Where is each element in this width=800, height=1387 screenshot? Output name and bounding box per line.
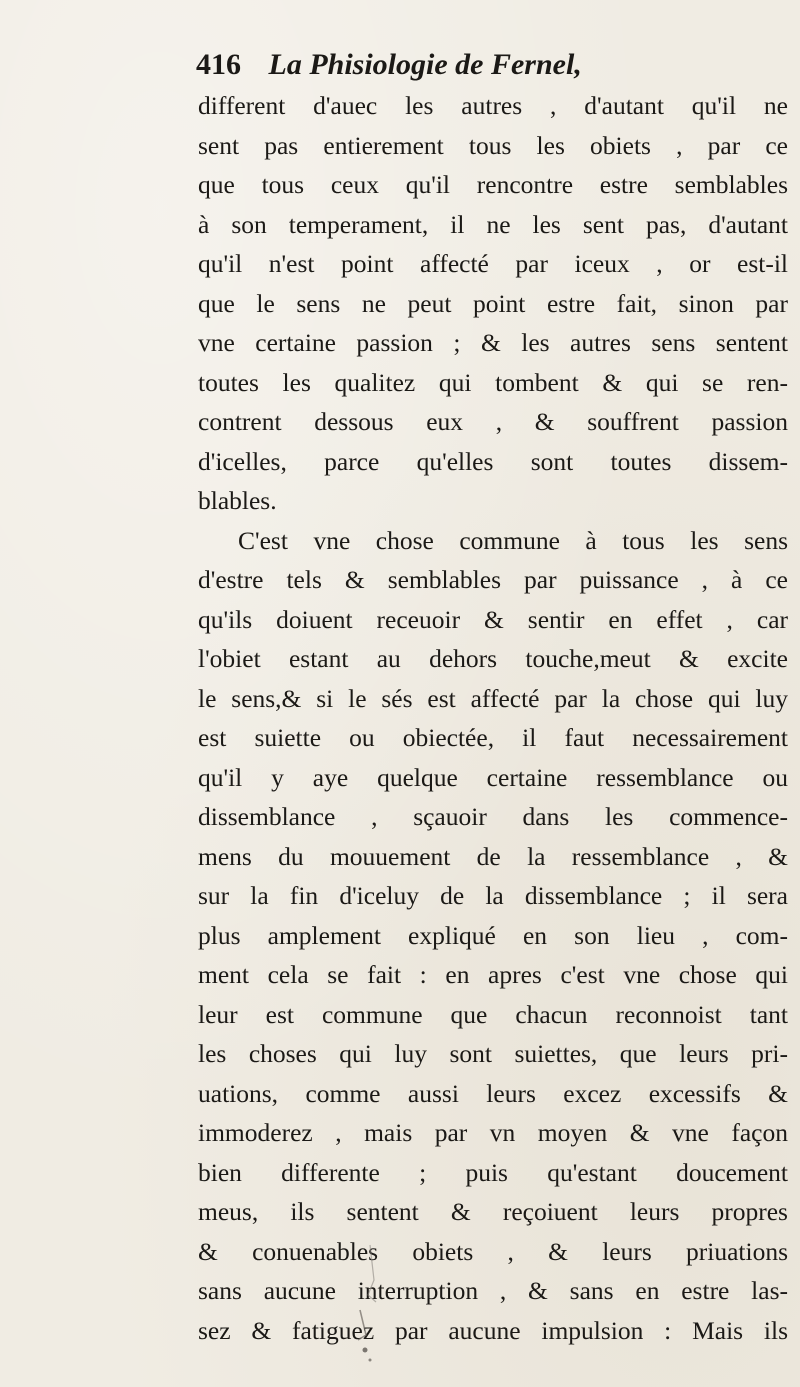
text-line: plus amplement expliqué en son lieu , com- (198, 920, 788, 950)
text-line: uations, comme aussi leurs excez excessifs & (198, 1078, 788, 1108)
text-line: sans aucune interruption , & sans en estre las- (198, 1276, 788, 1305)
text-line: est suiette ou obiectée, il faut necessairement (198, 723, 788, 752)
text-line: d'estre tels & semblables par puissance , à ce (198, 565, 788, 594)
running-title: La Phisiologie de Fernel, (268, 48, 582, 81)
text-line: que tous ceux qu'il rencontre estre semblables (198, 170, 788, 199)
text-line: sent pas entierement tous les obiets , par ce (198, 130, 788, 160)
text-line: meus, ils sentent & reçoiuent leurs propres (198, 1197, 788, 1226)
text-line: sez & fatiguez par aucune impulsion : Mais ils (198, 1315, 788, 1345)
text-line: ment cela se fait : en apres c'est vne chose qui (198, 960, 788, 989)
text-line: vne certaine passion ; & les autres sens sentent (198, 328, 788, 357)
text-line: dissemblance , sçauoir dans les commence- (198, 802, 788, 831)
text-line: le sens,& si le sés est affecté par la chose qui luy (198, 683, 788, 713)
text-line: que le sens ne peut point estre fait, sinon par (198, 288, 788, 318)
text-line: à son temperament, il ne les sent pas, d'autant (198, 209, 788, 239)
text-line: blables. (198, 486, 277, 515)
text-line: bien differente ; puis qu'estant doucement (198, 1157, 788, 1187)
text-line: qu'ils doiuent receuoir & sentir en effet , car (198, 604, 788, 634)
text-line: immoderez , mais par vn moyen & vne façon (198, 1118, 788, 1147)
text-line: sur la fin d'iceluy de la dissemblance ; il sera (198, 881, 788, 910)
ink-smudge (340, 1240, 400, 1370)
text-line: d'icelles, parce qu'elles sont toutes dissem- (198, 446, 788, 476)
text-line: l'obiet estant au dehors touche,meut & excite (198, 644, 788, 673)
text-line: qu'il n'est point affecté par iceux , or est-il (198, 249, 788, 278)
text-line: leur est commune que chacun reconnoist tant (198, 999, 788, 1029)
text-line: toutes les qualitez qui tombent & qui se ren- (198, 367, 788, 397)
text-line: qu'il y aye quelque certaine ressemblance ou (198, 762, 788, 792)
text-line: & conuenables obiets , & leurs priuations (198, 1236, 788, 1266)
text-line: mens du mouuement de la ressemblance , & (198, 841, 788, 871)
text-line: les choses qui luy sont suiettes, que leurs pri- (198, 1039, 788, 1068)
page-header (196, 40, 766, 90)
body-text (198, 86, 788, 1350)
text-line: C'est vne chose commune à tous les sens (238, 525, 788, 555)
text-line: contrent dessous eux , & souffrent passion (198, 407, 788, 436)
page-number: 416 (196, 48, 241, 81)
text-line: different d'auec les autres , d'autant qu'il ne (198, 91, 788, 120)
